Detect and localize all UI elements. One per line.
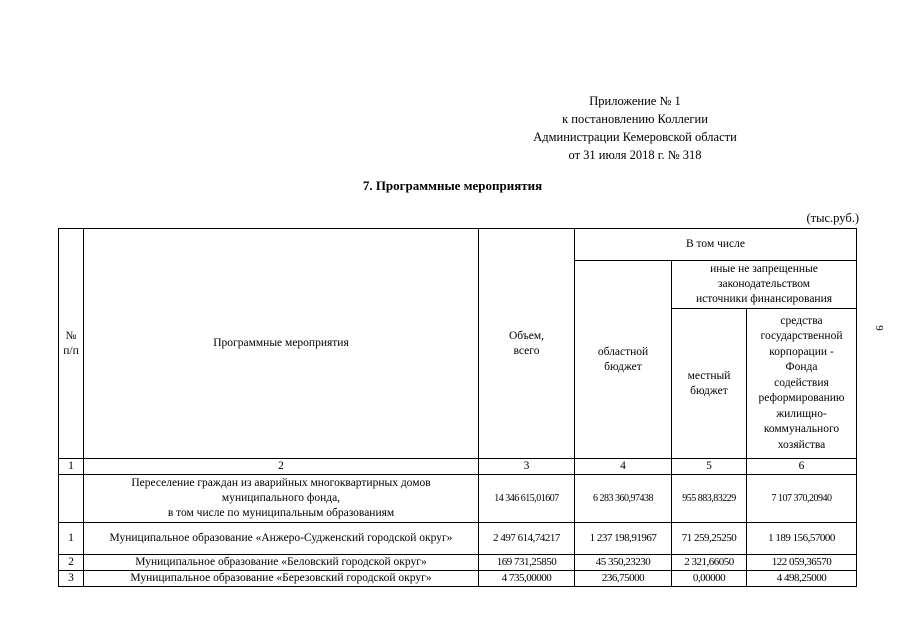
- total-row-fund: 7 107 370,20940: [747, 475, 857, 523]
- header-col-regional: областной бюджет: [575, 261, 672, 459]
- row-local: 0,00000: [672, 571, 747, 587]
- column-number: 3: [479, 459, 575, 475]
- table-row: [59, 571, 857, 587]
- column-number: 5: [672, 459, 747, 475]
- column-number: 4: [575, 459, 672, 475]
- total-row-local: 955 883,83229: [672, 475, 747, 523]
- column-number: 1: [59, 459, 84, 475]
- row-fund: 4 498,25000: [747, 571, 857, 587]
- row-total: 169 731,25850: [479, 555, 575, 571]
- total-row-name: Переселение граждан из аварийных многоквартирных домов муниципального фонда, в том числе по муниципальным образованиям: [84, 475, 479, 523]
- row-regional: 45 350,23230: [575, 555, 672, 571]
- row-name: Муниципальное образование «Березовский городской округ»: [84, 571, 479, 587]
- row-fund: 1 189 156,57000: [747, 523, 857, 555]
- header-col-name: Программные мероприятия: [84, 229, 479, 459]
- total-row-total: 14 346 615,01607: [479, 475, 575, 523]
- header-col-fund: средства государственной корпорации - Фонда содействия реформированию жилищно- коммунального хозяйства: [747, 309, 857, 459]
- row-total: 4 735,00000: [479, 571, 575, 587]
- header-col-no: № п/п: [59, 229, 84, 459]
- row-regional: 236,75000: [575, 571, 672, 587]
- row-total: 2 497 614,74217: [479, 523, 575, 555]
- row-fund: 122 059,36570: [747, 555, 857, 571]
- page-number: 9: [872, 325, 885, 331]
- appendix-line-4: от 31 июля 2018 г. № 318: [568, 148, 702, 162]
- header-col-including: В том числе: [575, 229, 857, 261]
- column-number: 2: [84, 459, 479, 475]
- appendix-header: [470, 92, 800, 164]
- section-title: 7. Программные мероприятия: [362, 178, 543, 193]
- row-name: Муниципальное образование «Анжеро-Судженский городской округ»: [84, 523, 479, 555]
- header-col-other: иные не запрещенные законодательством источники финансирования: [672, 261, 857, 309]
- table-row: [59, 555, 857, 571]
- row-no: 3: [59, 571, 84, 587]
- row-regional: 1 237 198,91967: [575, 523, 672, 555]
- row-local: 2 321,66050: [672, 555, 747, 571]
- row-local: 71 259,25250: [672, 523, 747, 555]
- row-no: 2: [59, 555, 84, 571]
- total-row-regional: 6 283 360,97438: [575, 475, 672, 523]
- header-col-local: местный бюджет: [672, 309, 747, 459]
- row-name: Муниципальное образование «Беловский городской округ»: [84, 555, 479, 571]
- measures-table: [58, 228, 857, 587]
- appendix-line-2: к постановлению Коллегии: [562, 112, 708, 126]
- header-col-total: Объем, всего: [479, 229, 575, 459]
- appendix-line-1: Приложение № 1: [589, 94, 681, 108]
- table-row: [59, 523, 857, 555]
- appendix-line-3: Администрации Кемеровской области: [533, 130, 737, 144]
- column-number: 6: [747, 459, 857, 475]
- total-row: [59, 475, 857, 523]
- units-label: (тыс.руб.): [806, 211, 859, 225]
- column-numbers-row: [59, 459, 857, 475]
- total-row-no: [59, 475, 84, 523]
- row-no: 1: [59, 523, 84, 555]
